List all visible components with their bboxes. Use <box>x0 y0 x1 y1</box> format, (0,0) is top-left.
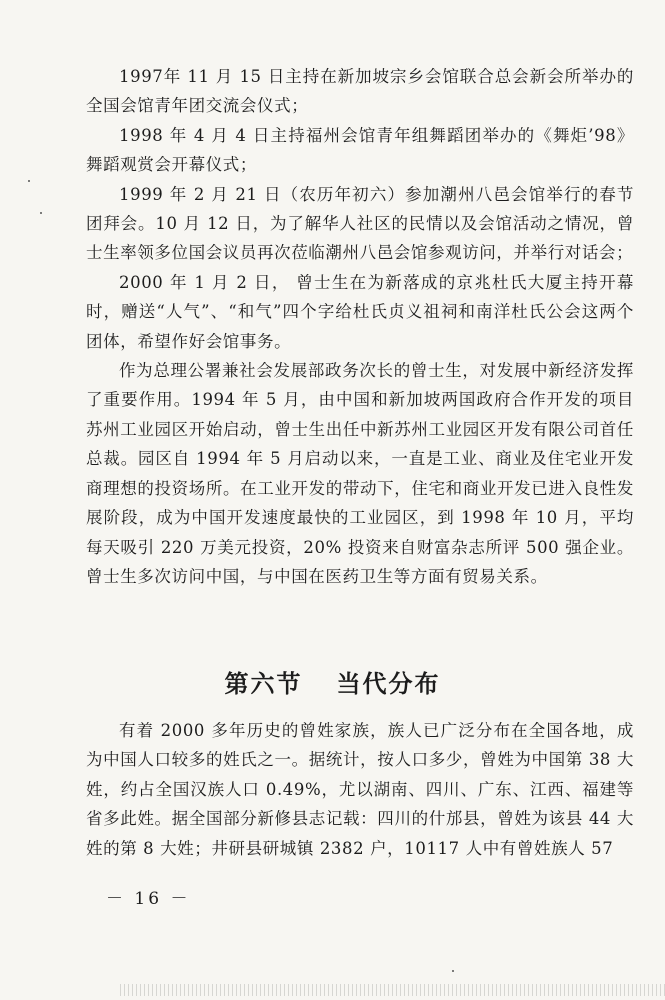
paragraph-2000: 2000 年 1 月 2 日， 曾士生在为新落成的京兆杜氏大厦主持开幕时，赠送“人气”、“和气”四个字给杜氏贞义祖祠和南洋杜氏公会这两个团体，希望作好会馆事务。 <box>86 272 634 351</box>
scan-speck <box>40 212 42 214</box>
scan-speck <box>28 180 30 182</box>
paragraph-1999: 1999 年 2 月 21 日（农历年初六）参加潮州八邑会馆举行的春节团拜会。10 月 12 日，为了解华人社区的民情以及会馆活动之情况，曾士生率领多位国会议员再次莅临潮州八邑会馆参观访问，并举行对话会； <box>86 184 634 263</box>
paragraph-distribution: 有着 2000 多年历史的曾姓家族，族人已广泛分布在全国各地，成为中国人口较多的姓氏之一。据统计，按人口多少，曾姓为中国第 38 大姓，约占全国汉族人口 0.49%，尤以湖南、四川、广东、江西、福建等省多此姓。据全国部分新修县志记载：四川的什邡县，曾姓为该县 44 大姓的第 8 大姓；井研县研城镇 2382 户，10117 人中有曾姓族人 57 <box>86 721 634 858</box>
body-text-bottom <box>86 716 634 863</box>
scan-speck <box>452 970 454 972</box>
section-title: 当代分布 <box>336 670 441 698</box>
page-number: － 16 － <box>106 889 191 909</box>
paragraph-1998: 1998 年 4 月 4 日主持福州会馆青年组舞蹈团举办的《舞炬’98》舞蹈观赏会开幕仪式； <box>86 125 634 175</box>
section-number: 第六节 <box>224 670 303 698</box>
scan-artifact-strip <box>120 984 665 996</box>
paragraph-1997: 1997年 11 月 15 日主持在新加坡宗乡会馆联合总会新会所举办的全国会馆青年团交流会仪式； <box>86 67 634 116</box>
body-text-top <box>86 62 634 591</box>
paragraph-suzhou-park: 作为总理公署兼社会发展部政务次长的曾士生，对发展中新经济发挥了重要作用。1994 年 5 月，由中国和新加坡两国政府合作开发的项目苏州工业园区开始启动，曾士生出任中新苏州工业园区开发有限公司首任总裁。园区自 1994 年 5 月启动以来，一直是工业、商业及住宅业开发商理想的投资场所。在工业开发的带动下，住宅和商业开发已进入良性发展阶段，成为中国开发速度最快的工业园区，到 1998 年 10 月，平均每天吸引 220 万美元投资，20% 投资来自财富杂志所评 500 强企业。曾士生多次访问中国，与中国在医药卫生等方面有贸易关系。 <box>86 361 634 586</box>
section-heading <box>0 664 665 699</box>
